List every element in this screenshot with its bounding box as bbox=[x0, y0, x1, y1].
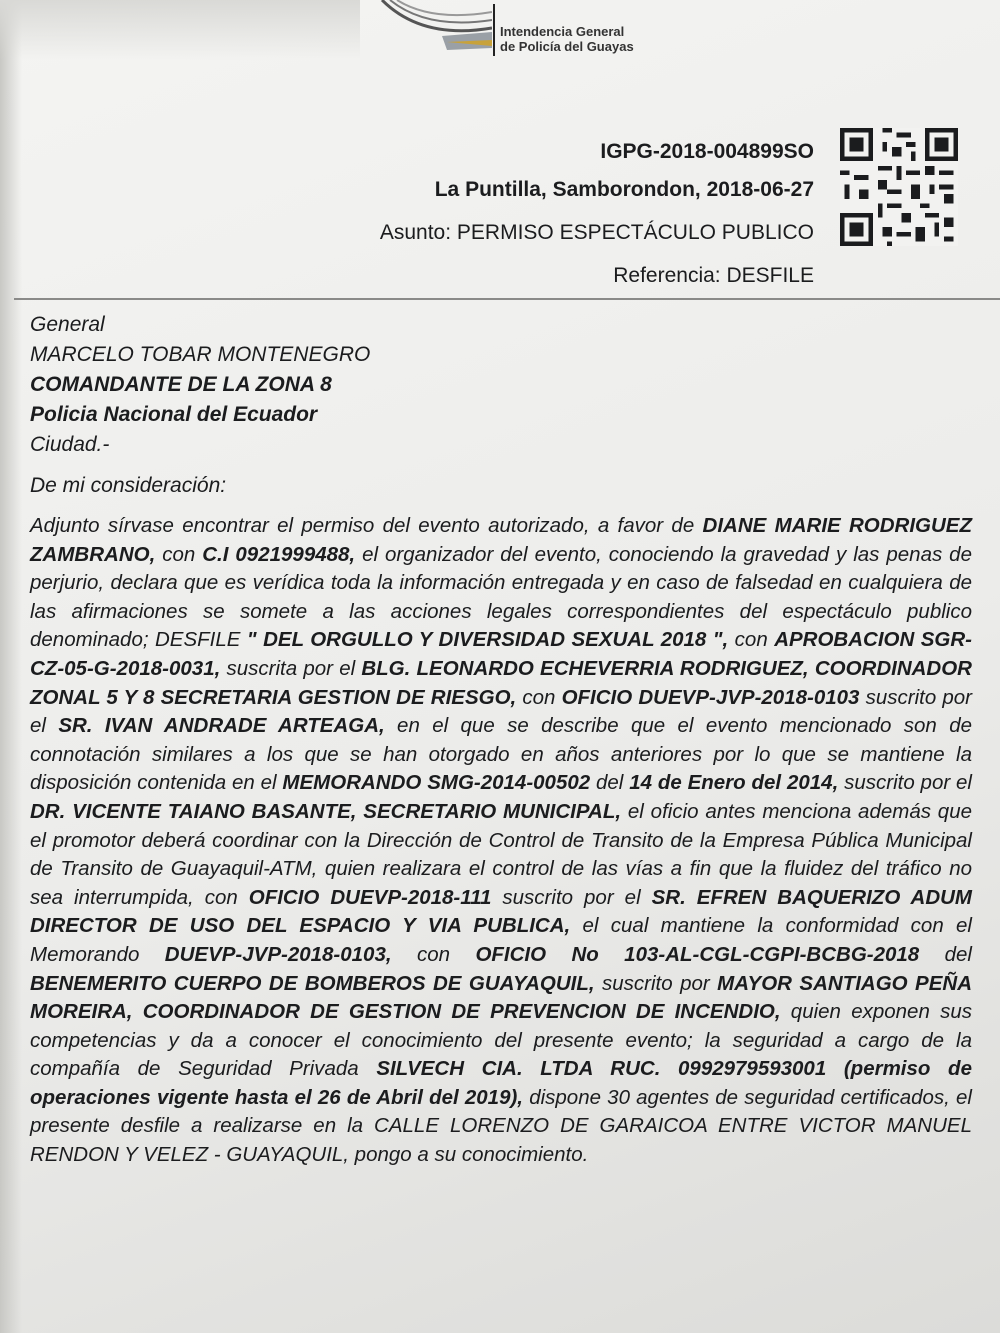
body-text-segment: del bbox=[590, 771, 630, 795]
greeting: De mi consideración: bbox=[30, 474, 227, 497]
body-bold-segment: DUEVP-JVP-2018-0103, bbox=[164, 942, 392, 966]
body-bold-segment: DR. VICENTE TAIANO BASANTE, SECRETARIO MUNICIPAL, bbox=[30, 799, 622, 823]
body-bold-segment: MEMORANDO SMG-2014-00502 bbox=[282, 771, 591, 795]
body-text-segment: en el que se describe que el evento mencionado son de connotación similares a los que se han otorgado en años anteriores por lo que se mantiene la disposición contenida en el bbox=[30, 714, 972, 795]
body-text-segment: dispone 30 agentes de seguridad certificados, el presente desfile a realizarse en la CALLE LORENZO DE GARAICOA ENTRE VICTOR MANUEL RENDON Y VELEZ - GUAYAQUIL, pongo a su conocimiento. bbox=[30, 1085, 972, 1167]
body-bold-segment: 14 de Enero del 2014, bbox=[629, 771, 839, 795]
place-date: La Puntilla, Samborondon, 2018-06-27 bbox=[434, 178, 814, 201]
body-bold-segment: OFICIO DUEVP-2018-111 bbox=[248, 885, 492, 909]
underlying-page-shadow bbox=[0, 0, 360, 60]
letter-body bbox=[30, 512, 972, 1170]
body-bold-segment: OFICIO DUEVP-JVP-2018-0103 bbox=[561, 685, 860, 709]
body-bold-segment: SR. IVAN ANDRADE ARTEAGA, bbox=[58, 714, 385, 738]
page-edge-shadow bbox=[0, 0, 22, 1333]
subject: Asunto: PERMISO ESPECTÁCULO PUBLICO bbox=[379, 221, 814, 244]
addressee-city: Ciudad.- bbox=[30, 433, 110, 456]
body-text-segment: quien exponen sus competencias y da a conocer el conocimiento del presente evento; la seguridad a cargo de la compañía de Seguridad Privada bbox=[30, 1000, 972, 1081]
body-text-segment: con bbox=[155, 542, 203, 566]
header-rule bbox=[14, 298, 1000, 300]
body-bold-segment: MAYOR SANTIAGO PEÑA MOREIRA, COORDINADOR DE GESTION DE PREVENCION DE INCENDIO, bbox=[30, 971, 972, 1024]
body-bold-segment: SILVECH CIA. LTDA RUC. 0992979593001 (permiso de operaciones vigente hasta el 26 de Abril del 2019), bbox=[30, 1057, 972, 1109]
body-text-segment: el oficio antes menciona además que el promotor deberá coordinar con la Dirección de Control de Transito de la Empresa Pública Municipal de Transito de Guayaquil-ATM, quien realizara el control de las vías a fin que la fluidez del tráfico no sea interrumpida, con bbox=[30, 799, 973, 909]
body-text-segment: suscrita por el bbox=[220, 656, 362, 680]
addressee-rank: General bbox=[30, 313, 105, 336]
body-text-segment: suscrito por el bbox=[491, 885, 652, 909]
body-text-segment: suscrito por el bbox=[30, 685, 973, 738]
addressee-block bbox=[30, 310, 370, 460]
body-bold-segment: APROBACION SGR-CZ-05-G-2018-0031, bbox=[30, 628, 973, 680]
body-text-segment: el cual mantiene la conformidad con el Memorando bbox=[30, 914, 972, 966]
body-bold-segment: " DEL ORGULLO Y DIVERSIDAD SEXUAL 2018 ", bbox=[246, 628, 729, 652]
body-text-segment: el organizador del evento, conociendo la gravedad y las penas de perjurio, declara que es verídica toda la información entregada y en caso de falsedad en cualquiera de las afirmaciones se somete a las acciones legales correspondientes del espectáculo publico denominado; DESFILE bbox=[30, 542, 972, 652]
addressee-position: COMANDANTE DE LA ZONA 8 bbox=[30, 373, 332, 396]
body-bold-segment: SR. EFREN BAQUERIZO ADUM DIRECTOR DE USO DEL ESPACIO Y VIA PUBLICA, bbox=[30, 885, 973, 938]
body-text-segment: del bbox=[919, 942, 972, 966]
body-bold-segment: BLG. LEONARDO ECHEVERRIA RODRIGUEZ, COORDINADOR ZONAL 5 Y 8 SECRETARIA GESTION DE RIESGO, bbox=[30, 656, 972, 709]
police-logo-icon bbox=[352, 0, 492, 70]
institution-line-1: Intendencia General bbox=[500, 24, 625, 39]
addressee-organization: Policia Nacional del Ecuador bbox=[30, 403, 318, 426]
institution-line-2: de Policía del Guayas bbox=[500, 39, 634, 54]
document-number: IGPG-2018-004899SO bbox=[600, 140, 814, 163]
body-bold-segment: DIANE MARIE RODRIGUEZ ZAMBRANO, bbox=[30, 514, 972, 566]
body-bold-segment: BENEMERITO CUERPO DE BOMBEROS DE GUAYAQUIL, bbox=[30, 971, 595, 995]
body-text-segment: suscrito por el bbox=[838, 771, 972, 795]
institution-name bbox=[500, 24, 634, 54]
body-text-segment: con bbox=[391, 942, 476, 966]
body-text-segment: Adjunto sírvase encontrar el permiso del evento autorizado, a favor de bbox=[30, 514, 703, 537]
body-text-segment: suscrito por bbox=[594, 971, 718, 995]
body-bold-segment: OFICIO No 103-AL-CGL-CGPI-BCBG-2018 bbox=[475, 942, 920, 966]
logo-divider bbox=[493, 4, 495, 56]
reference: Referencia: DESFILE bbox=[613, 264, 814, 287]
body-text-segment: con bbox=[516, 685, 562, 709]
body-text-segment: con bbox=[728, 628, 775, 652]
body-bold-segment: C.I 0921999488, bbox=[202, 542, 356, 566]
addressee-name: MARCELO TOBAR MONTENEGRO bbox=[30, 343, 371, 366]
qr-code-icon bbox=[840, 128, 958, 246]
